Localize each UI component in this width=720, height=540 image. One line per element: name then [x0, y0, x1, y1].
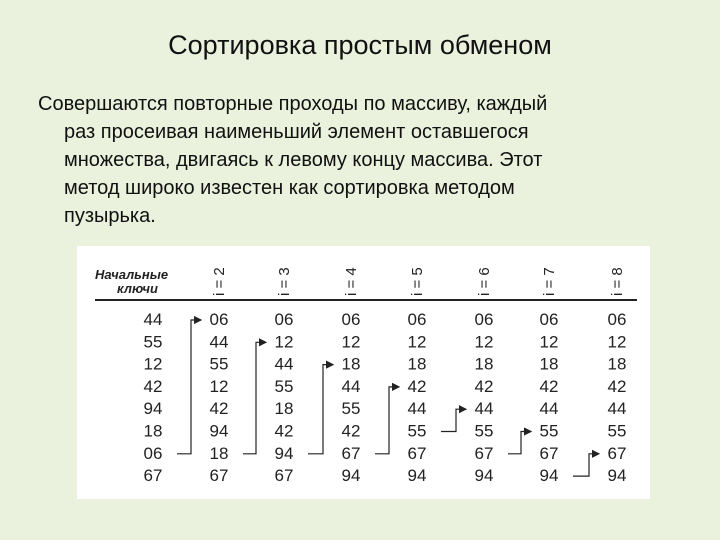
key-cell: 06: [407, 310, 427, 329]
key-cell: 67: [209, 466, 229, 486]
key-cell: 06: [539, 310, 559, 329]
key-cell: 42: [407, 376, 427, 396]
bubble-arrow: [177, 320, 201, 454]
key-cell: 94: [143, 399, 163, 419]
key-cell: 94: [474, 466, 494, 486]
slide-title: Сортировка простым обменом: [168, 30, 552, 60]
key-cell: 18: [341, 354, 361, 374]
key-cell: 18: [143, 421, 163, 441]
paragraph-line: раз просеивая наименьший элемент оставшегося: [64, 121, 529, 143]
bubble-arrow: [441, 409, 466, 431]
key-cell: 12: [341, 332, 361, 352]
key-cell: 18: [209, 443, 229, 463]
key-cell: 42: [209, 399, 229, 419]
key-cell: 42: [539, 376, 559, 396]
key-cell: 18: [407, 354, 427, 374]
key-cell: 55: [607, 421, 627, 441]
key-cell: 67: [341, 443, 361, 463]
key-cell: 44: [209, 332, 229, 352]
key-cell: 12: [474, 332, 494, 352]
pass-label: i = 8: [609, 267, 626, 296]
key-cell: 67: [407, 443, 427, 463]
key-cell: 06: [209, 310, 229, 329]
key-cell: 06: [607, 310, 627, 329]
key-cell: 67: [143, 466, 163, 486]
key-cell: 12: [607, 332, 627, 352]
key-cell: 44: [539, 399, 559, 419]
key-cell: 18: [474, 354, 494, 374]
pass-label: i = 3: [276, 267, 293, 296]
key-cell: 94: [341, 466, 361, 486]
pass-label: i = 4: [343, 267, 360, 296]
key-cell: 06: [143, 443, 163, 463]
key-cell: 67: [539, 443, 559, 463]
slide-paragraph: [38, 90, 714, 230]
paragraph-line: множества, двигаясь к левому концу массива. Этот: [64, 149, 543, 171]
key-cell: 55: [474, 421, 494, 441]
pass-label: i = 7: [541, 267, 558, 296]
key-cell: 06: [474, 310, 494, 329]
key-cell: 42: [143, 376, 163, 396]
key-cell: 67: [607, 443, 627, 463]
key-cell: 44: [474, 399, 494, 419]
key-cell: 67: [274, 466, 294, 486]
key-cell: 67: [474, 443, 494, 463]
key-cell: 42: [341, 421, 361, 441]
key-cell: 94: [539, 466, 559, 486]
key-cell: 42: [474, 376, 494, 396]
header-keys: ключи: [117, 281, 158, 296]
key-cell: 12: [539, 332, 559, 352]
key-cell: 42: [274, 421, 294, 441]
key-cell: 55: [539, 421, 559, 441]
key-cell: 55: [209, 354, 229, 374]
key-cell: 06: [341, 310, 361, 329]
key-cell: 12: [274, 332, 294, 352]
paragraph-line: метод широко известен как сортировка методом: [64, 177, 515, 199]
key-cell: 12: [407, 332, 427, 352]
bubble-sort-figure: [77, 246, 650, 499]
key-cell: 18: [539, 354, 559, 374]
bubble-arrow: [508, 432, 531, 454]
key-cell: 55: [341, 399, 361, 419]
header-initial-keys: Начальные: [95, 267, 169, 282]
pass-label: i = 5: [409, 267, 426, 296]
key-cell: 18: [274, 399, 294, 419]
bubble-sort-diagram: [77, 246, 650, 499]
key-cell: 44: [143, 310, 163, 329]
paragraph-line: пузырька.: [64, 205, 156, 227]
key-cell: 12: [209, 376, 229, 396]
key-cell: 42: [607, 376, 627, 396]
key-cell: 44: [607, 399, 627, 419]
key-cell: 55: [407, 421, 427, 441]
key-cell: 44: [341, 376, 361, 396]
pass-label: i = 6: [476, 267, 493, 296]
paragraph-line: Совершаются повторные проходы по массиву, каждый: [38, 93, 548, 115]
key-cell: 94: [209, 421, 229, 441]
pass-label: i = 2: [211, 267, 228, 296]
key-cell: 55: [274, 376, 294, 396]
key-cell: 55: [143, 332, 163, 352]
bubble-arrow: [375, 387, 399, 454]
key-cell: 94: [407, 466, 427, 486]
bubble-arrow: [308, 365, 333, 454]
key-cell: 18: [607, 354, 627, 374]
key-cell: 44: [407, 399, 427, 419]
bubble-arrow: [243, 342, 266, 454]
bubble-arrow: [573, 454, 599, 476]
key-cell: 12: [143, 354, 163, 374]
key-cell: 94: [607, 466, 627, 486]
key-cell: 06: [274, 310, 294, 329]
key-cell: 44: [274, 354, 294, 374]
key-cell: 94: [274, 443, 294, 463]
